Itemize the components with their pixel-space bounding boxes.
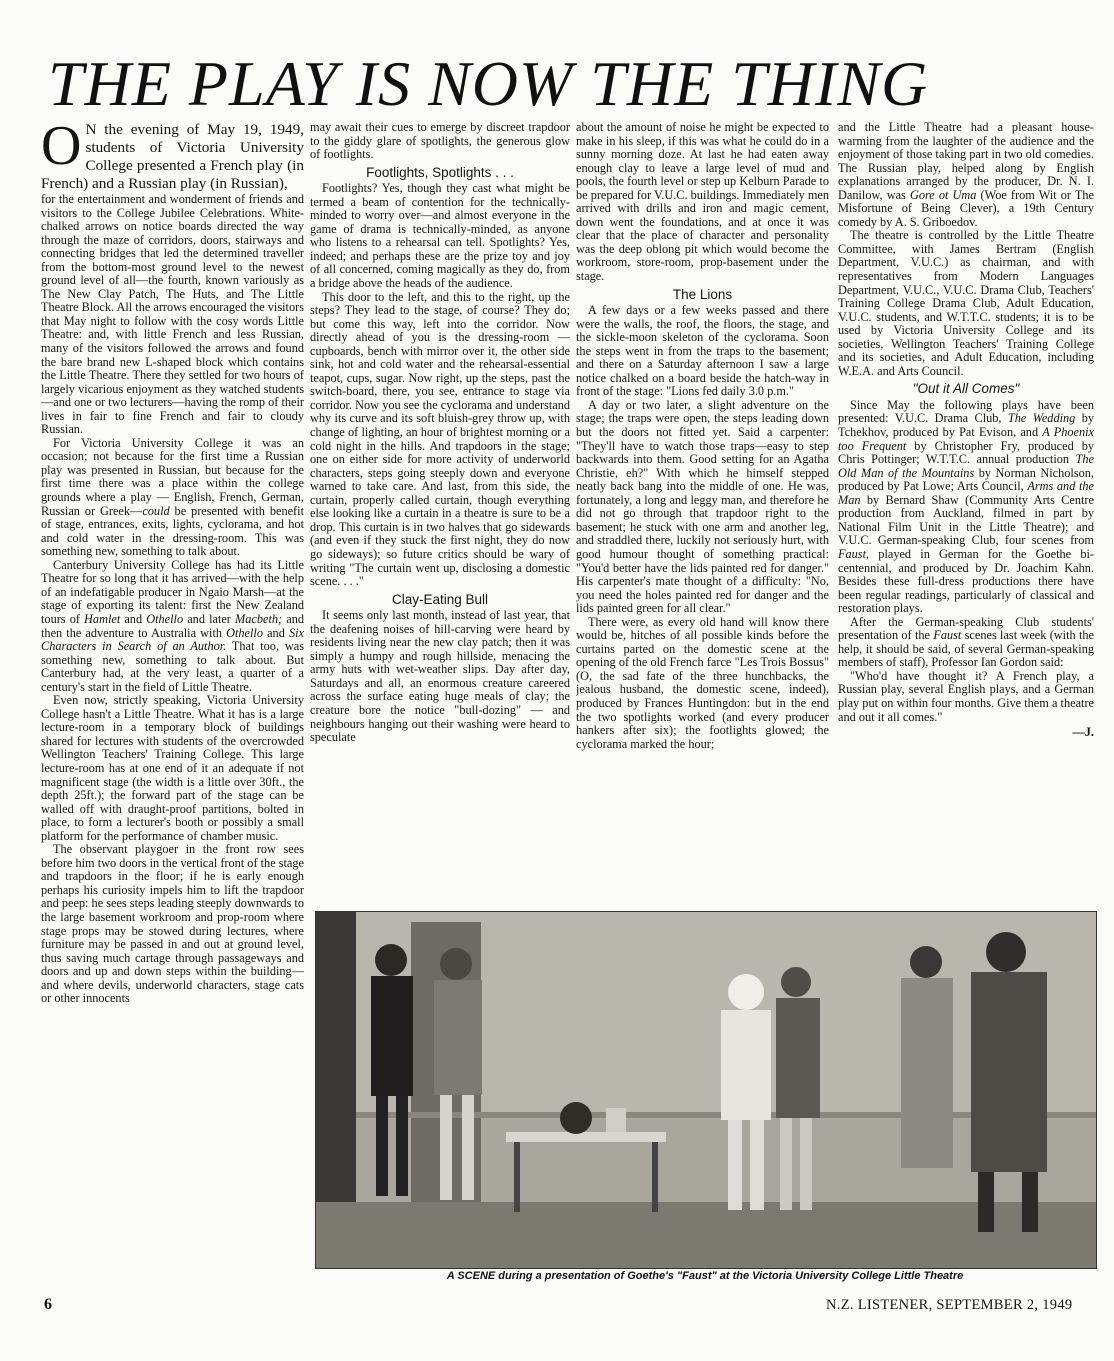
text: and the Little Theatre had a pleasant house-warming from the laughter of the audience and the enjoyment of those taking part in two old comedies. The Russian play, helped along by English explanations arranged by the producer, Dr. N. I. Danilow, was [838,121,1094,202]
text: scenes last week (with the help, it should be said, of several German-speaking members of staff), Professor Ian Gordon said: [838,628,1094,670]
text: Since May the following plays have been presented: V.U.C. Drama Club, [838,397,1094,426]
play-title: Gore ot Uma [909,187,977,202]
text: For Victoria University College it was an occasion; not because for the first time a Russian play was presented in Russian, but because for the first time there was a place within the college grounds where a play — English, French, German, Russian or Greek— [41,435,304,518]
text: (Woe from Wit or The Misfortune of Being Clever), a 19th Century comedy by A. S. Griboedov. [838,187,1094,229]
masthead-date: N.Z. LISTENER, SEPTEMBER 2, 1949 [826,1297,1073,1313]
article-column-2 [310,121,570,911]
text: by Tchekhov, produced by Pat Evison, and [838,411,1094,440]
paragraph [41,559,304,694]
paragraph: for the entertainment and wonderment of friends and visitors to the College Jubilee Celebrations. White-chalked arrows on notice boards directed the way through the maze of corridors, doors, stairways and connecting bridges that led the determined traveller from the bottom-most ground level to the newest ground level of all—the fourth, known variously as The New Clay Patch, The Huts, and The Little Theatre Block. All the arrows encouraged the visitors that May night to follow with the cosy words Little Theatre: and, with little French and less Russian, many of the visitors followed the arrows and found the bare brand new L-shaped block which contains the Little Theatre. There they settled for two hours of largely vicarious enjoyment as they watched students—and one or two lecturers—having the romp of their lives in fair to fine French and fair to cloudy Russian. [41,192,304,437]
subheading: Clay-Eating Bull [391,591,489,607]
drop-cap: O [41,121,82,177]
article-column-3 [576,121,829,911]
play-title: Hamlet [84,611,121,626]
text: by Bernard Shaw (Community Arts Centre production from Auckland, filmed in part by National Film Unit in the Little Theatre); and V.U.C. German-speaking Club, four scenes from [838,492,1094,548]
text: and [120,611,147,626]
quote-paragraph: "Who'd have thought it? A French play, a Russian play, several English plays, and a German play put on within four months. Give them a theatre and out it all comes." [838,668,1094,724]
paragraph: The theatre is controlled by the Little Theatre Committee, with James Bertram (English Department, V.U.C.) as chairman, and with representatives from Modern Languages Department, V.U.C., V.U.C. Drama Club, Teachers' Training College Drama Club, Adult Education, V.U.C. students, and W.T.T.C. students; it is to be used by Victoria University College and its societies, Wellington Teachers' Training College and its societies, and Adult Education, including W.E.A. and Arts Council. [838,228,1094,378]
subheading: Footlights, Spotlights . . . [366,164,514,180]
headline: THE PLAY IS NOW THE THING [48,48,929,119]
play-title: The Wedding [1007,411,1076,426]
paragraph [838,399,1094,616]
paragraph: Even now, strictly speaking, Victoria University College hasn't a Little Theatre. What it has is a large lecture-room in a temporary block of buildings shared for lectures with students of the overcrowded Wellington Teachers' Training College. This large lecture-room has at one end of it an adequate if not magnificent stage (the width is a little over 30ft., the depth 25ft.); the forward part of the stage can be walled off with draught-proof partitions, bolted in place, to form a lecturer's booth or possibly a small platform for the performance of chamber music. [41,693,304,843]
paragraph [838,121,1094,229]
text: and later [183,611,236,626]
paragraph: A day or two later, a slight adventure on the stage; the traps were open, the steps leading down but the doors not fitted yet. Said a carpenter: "They'll have to watch those traps—easy to step backwards into them. Good setting for an Agatha Christie, eh?" With which he himself stepped neatly back bang into the middle of one. He was, fortunately, a long and leggy man, and therefore he did not go through that trapdoor right to the basement; he stuck with one arm and another leg, and straddled there, luckily not seriously hurt, with good humour thought of something practical: "You'd better have the lids painted red for danger." His carpenter's mate thought of a difficulty: "No, you need the holes painted red for danger and the lids painted green for all clear." [576,397,829,616]
paragraph: It seems only last month, instead of last year, that the deafening noises of hill-carving were heard by residents living near the new clay patch; then it was simply a humpy and rough hillside, menacing the army huts with wet-weather slips. Day after day, Saturdays and all, an enormous creature careered across the surface eating huge meals of clay; the creature bore the notice "bull-dozing" — and neighbours hanging out their washing were heard to speculate [310,608,570,745]
play-title: A Phoenix too Frequent [838,425,1094,453]
lead-text: N the evening of May 19, 1949, students of Victoria University College presented a French play (in French) and a Russian play (in Russian), [41,121,304,192]
paragraph: Footlights? Yes, though they cast what might be termed a beam of contention for the technically-minded to worry over—and almost everyone in the game of drama is technically-minded, as anyone who listens to a rehearsal can tell. Spotlights? Yes, indeed; and perhaps these are the prize toy and joy of all concerned, coming magically as they do, from a bridge above the heads of the audience. [310,181,570,291]
text: After the German-speaking Club students' presentation of the [838,614,1094,643]
paragraph [41,437,304,559]
play-title: Macbeth; [235,611,283,626]
play-title: Faust [933,628,962,643]
faust-scene-photo [315,911,1097,1269]
play-title: Faust, [838,546,870,561]
photo-caption: A SCENE during a presentation of Goethe's "Faust" at the Victoria University College Little Theatre [446,1270,964,1282]
play-title: Arms and the Man [838,479,1094,507]
subheading: The Lions [672,286,733,302]
paragraph: about the amount of noise he might be expected to make in his sleep, if this was what he could do in a sunny morning doze. At last he had eaten away enough clay to leave a large level of mud and pools, the fourth level or step up Kelburn Parade to be prepared for V.U.C. buildings. Immediately men arrived with drills and iron and magic cement, down went the foundations, and at once it was clear that the place of character and personality was the deep oblong pit which would become the workroom, store-room, prop-basement under the stage. [576,121,829,284]
text: by Norman Nicholson, produced by Pat Lowe; Arts Council, [838,465,1094,494]
paragraph: A few days or a few weeks passed and there were the walls, the roof, the floors, the stage, and the sickle-moon skeleton of the cyclorama. Soon the steps went in from the traps to the basement; and there on a Saturday afternoon I saw a large notice chalked on a board beside the hatch-way in front of the stage: "Lions fed daily 3.0 p.m." [576,303,829,399]
author-signoff: —J. [1072,725,1094,740]
play-title: Six Characters in Search of an Author. [41,625,304,654]
paragraph: There were, as every old hand will know there would be, hitches of all possible kinds before the curtains parted on the domestic scene at the opening of the old French farce "Les Trois Bossus" (O, the sad fate of the three hunchbacks, the jealous husband, the domestic scene, indeed), produced by Frances Huntingdon: but in the end the two spotlights worked (and every producer hankers after six); the footlights glowed; the cyclorama marked the hour; [576,614,829,751]
paragraph: may await their cues to emerge by discreet trapdoor to the giddy glare of spotlights, the generous glow of footlights. [310,121,570,162]
page-number: 6 [44,1296,52,1313]
italic-text: could [142,503,170,518]
play-title: Othello [226,625,263,640]
paragraph: This door to the left, and this to the right, up the steps? They lead to the stage, of course? They do; but come this way, left into the corridor. Now directly ahead of you is the dressing-room — cupboards, bench with mirror over it, the other side sink, hot and cold water and the rehearsal-essential teapot, cups, sugar. Now right, up the steps, past the switch-board, there, you see, entrance to stage via corridor. Now you see the cyclorama and understand why its curve and its soft bluish-grey throw up, with change of lighting, an hour of brightest morning or a cold night in the hills. And trapdoors in the stage; one on either side for more activity of underworld characters, steps going steeply down and everyone warned to take care. And last, from this side, the curtain, properly called curtain, though everything else looking like a curtain in a theatre is sure to be a drop. This curtain is in two halves that go sidewards (and even if they stuck the first night, they do now go sideways); so future critics should be wary of writing "The curtain went up, disclosing a domestic scene. . . ." [310,289,570,589]
play-title: The Old Man of the Mountains [838,452,1094,480]
subheading: "Out it All Comes" [912,381,1020,397]
article-column-4 [838,121,1094,911]
article-column-1 [41,121,304,1289]
text: That too, was something new, something to talk about. But Canterbury had, at the very least, a quarter of a century's start in the field of Little Theatre. [41,639,304,694]
text: played in German for the Goethe bi-centennial, and produced by Dr. Joachim Kahn. Besides these full-dress productions there have been regular readings, particularly of classical and restoration plays. [838,546,1094,616]
text: and then the adventure to Australia with [41,611,304,640]
text: Canterbury University College has had its Little Theatre for so long that it has arrived—with the help of an indefatigable producer in Ngaio Marsh—at the stage of exporting its talent: first the New Zealand tours of [41,557,304,626]
text: be presented with benefit of stage, entrances, exits, lights, cyclorama, and hot and cold water in the dressing-room. This was something new, something to talk about. [41,503,304,559]
text: and [263,625,289,640]
text: by Christopher Fry, produced by Chris Pottinger; W.T.T.C. annual production [838,438,1094,467]
lead-paragraph [41,121,304,193]
paragraph [838,616,1094,670]
paragraph: The observant playgoer in the front row sees before him two doors in the vertical front of the stage and trapdoors in the floor; if he is early enough perhaps his curiosity impels him to lift the trapdoor and peep: he sees steps leading steeply downwards to the large basement workroom and prop-room where stage props may be stowed during lectures, where furniture may be passed in and out at ground level, thus saving much cartage through passageways and doors and up and down steps within the building—and where devils, underworld characters, stage cats or other innocents [41,842,304,1006]
play-title: Othello [146,611,184,626]
